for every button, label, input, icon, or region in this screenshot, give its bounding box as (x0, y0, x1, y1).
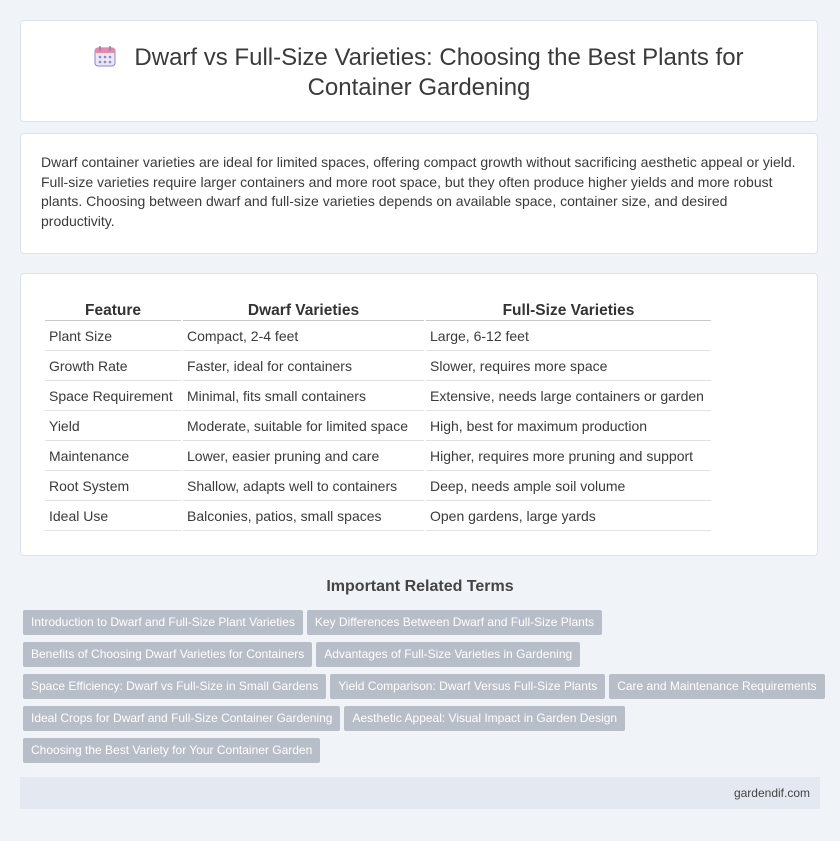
table-row (45, 441, 711, 471)
table-cell: High, best for maximum production (426, 411, 711, 441)
column-header: Feature (45, 294, 181, 321)
related-term-tag[interactable]: Care and Maintenance Requirements (609, 674, 824, 699)
page-title (21, 43, 817, 103)
related-term-tag[interactable]: Advantages of Full-Size Varieties in Gardening (316, 642, 580, 667)
table-cell: Root System (45, 471, 181, 501)
related-term-tag[interactable]: Benefits of Choosing Dwarf Varieties for Containers (23, 642, 312, 667)
related-term-tag[interactable]: Key Differences Between Dwarf and Full-Size Plants (307, 610, 602, 635)
column-header: Full-Size Varieties (426, 294, 711, 321)
column-header: Dwarf Varieties (183, 294, 424, 321)
related-term-tag[interactable]: Ideal Crops for Dwarf and Full-Size Container Gardening (23, 706, 340, 731)
table-cell: Yield (45, 411, 181, 441)
table-cell: Deep, needs ample soil volume (426, 471, 711, 501)
table-cell: Extensive, needs large containers or garden (426, 381, 711, 411)
table-cell: Moderate, suitable for limited space (183, 411, 424, 441)
intro-text: Dwarf container varieties are ideal for limited spaces, offering compact growth without sacrificing aesthetic appeal or yield. Full-size varieties require larger containers and more root space, but they often produce higher yields and more robust plants. Choosing between dwarf and full-size varieties depends on available space, container size, and desired productivity. (41, 154, 796, 229)
table-cell: Large, 6-12 feet (426, 321, 711, 351)
table-row (45, 501, 711, 531)
related-terms-heading: Important Related Terms (326, 578, 514, 595)
intro-card (20, 133, 818, 254)
table-cell: Compact, 2-4 feet (183, 321, 424, 351)
tag-row (23, 610, 823, 642)
table-cell: Balconies, patios, small spaces (183, 501, 424, 531)
header-card (20, 20, 818, 122)
related-term-tag[interactable]: Yield Comparison: Dwarf Versus Full-Size Plants (330, 674, 605, 699)
page-title-text: Dwarf vs Full-Size Varieties: Choosing the Best Plants for Container Gardening (134, 44, 744, 101)
table-cell: Slower, requires more space (426, 351, 711, 381)
table-cell: Ideal Use (45, 501, 181, 531)
tag-row (23, 706, 823, 738)
table-cell: Maintenance (45, 441, 181, 471)
table-header-row (45, 294, 711, 321)
table-row (45, 321, 711, 351)
tag-row (23, 674, 823, 706)
table-cell: Minimal, fits small containers (183, 381, 424, 411)
table-cell: Plant Size (45, 321, 181, 351)
table-cell: Higher, requires more pruning and support (426, 441, 711, 471)
table-cell: Open gardens, large yards (426, 501, 711, 531)
table-cell: Growth Rate (45, 351, 181, 381)
table-cell: Space Requirement (45, 381, 181, 411)
related-term-tag[interactable]: Aesthetic Appeal: Visual Impact in Garden Design (344, 706, 625, 731)
table-row (45, 411, 711, 441)
table-cell: Faster, ideal for containers (183, 351, 424, 381)
table-card (20, 273, 818, 556)
comparison-table (43, 294, 713, 531)
table-cell: Shallow, adapts well to containers (183, 471, 424, 501)
calendar-icon (94, 45, 116, 67)
tag-row (23, 738, 823, 770)
footer (20, 777, 820, 809)
table-row (45, 381, 711, 411)
related-term-tag[interactable]: Space Efficiency: Dwarf vs Full-Size in Small Gardens (23, 674, 326, 699)
related-term-tag[interactable]: Introduction to Dwarf and Full-Size Plant Varieties (23, 610, 303, 635)
table-cell: Lower, easier pruning and care (183, 441, 424, 471)
table-row (45, 351, 711, 381)
related-term-tag[interactable]: Choosing the Best Variety for Your Container Garden (23, 738, 320, 763)
title-wrap (21, 43, 817, 103)
footer-domain[interactable]: gardendif.com (733, 786, 810, 800)
related-terms-list (23, 610, 823, 770)
tag-row (23, 642, 823, 674)
table-row (45, 471, 711, 501)
